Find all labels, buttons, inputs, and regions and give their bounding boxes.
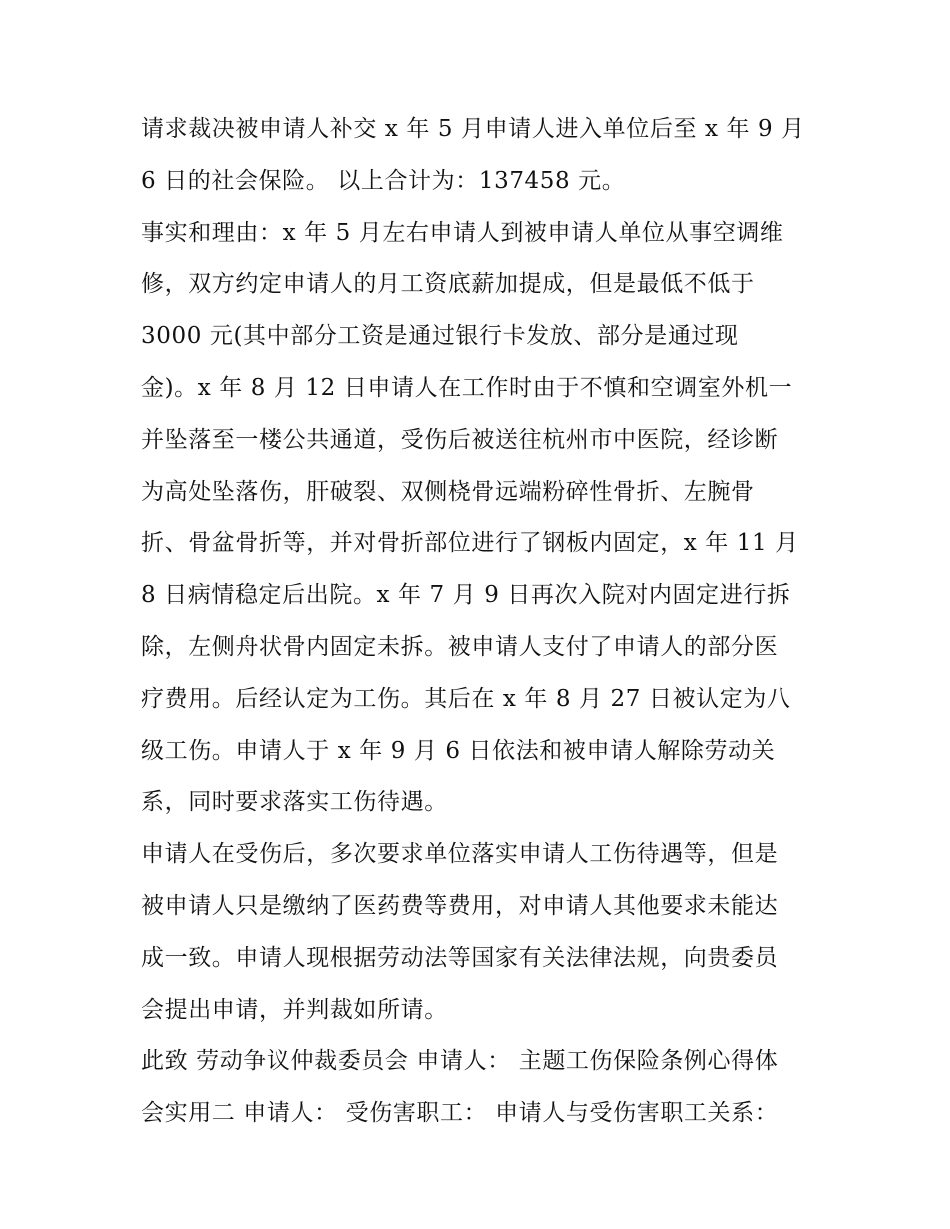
text-line: 成一致。申请人现根据劳动法等国家有关法律法规，向贵委员 (141, 944, 779, 971)
text-line: 会实用二 申请人： 受伤害职工： 申请人与受伤害职工关系： (141, 1100, 779, 1127)
text-line: 修，双方约定申请人的月工资底薪加提成，但是最低不低于 (141, 271, 755, 298)
text-line: 会提出申请，并判裁如所请。 (141, 996, 448, 1023)
document-body (141, 104, 821, 1140)
text-line: 除，左侧舟状骨内固定未拆。被申请人支付了申请人的部分医 (141, 633, 779, 660)
text-line: 级工伤。申请人于 x 年 9 月 6 日依法和被申请人解除劳动关 (141, 737, 776, 764)
text-line: 6 日的社会保险。 以上合计为：137458 元。 (141, 167, 626, 194)
text-line: 此致 劳动争议仲裁委员会 申请人： 主题工伤保险条例心得体 (141, 1048, 779, 1075)
text-line: 申请人在受伤后，多次要求单位落实申请人工伤待遇等，但是 (141, 841, 779, 868)
text-line: 系，同时要求落实工伤待遇。 (141, 789, 448, 816)
text-line: 请求裁决被申请人补交 x 年 5 月申请人进入单位后至 x 年 9 月 (141, 116, 805, 142)
text-line: 被申请人只是缴纳了医药费等费用，对申请人其他要求未能达 (141, 892, 779, 919)
text-line: 8 日病情稳定后出院。x 年 7 月 9 日再次入院对内固定进行拆 (141, 582, 791, 609)
text-line: 事实和理由：x 年 5 月左右申请人到被申请人单位从事空调维 (141, 219, 784, 246)
text-line: 为高处坠落伤，肝破裂、双侧桡骨远端粉碎性骨折、左腕骨 (141, 478, 755, 505)
text-line: 折、骨盆骨折等，并对骨折部位进行了钢板内固定，x 年 11 月 (141, 530, 799, 557)
text-line: 3000 元(其中部分工资是通过银行卡发放、部分是通过现 (141, 323, 739, 350)
text-line: 并坠落至一楼公共通道，受伤后被送往杭州市中医院，经诊断 (141, 426, 779, 453)
text-line: 金)。x 年 8 月 12 日申请人在工作时由于不慎和空调室外机一 (141, 374, 793, 401)
text-line: 疗费用。后经认定为工伤。其后在 x 年 8 月 27 日被认定为八 (141, 685, 791, 712)
